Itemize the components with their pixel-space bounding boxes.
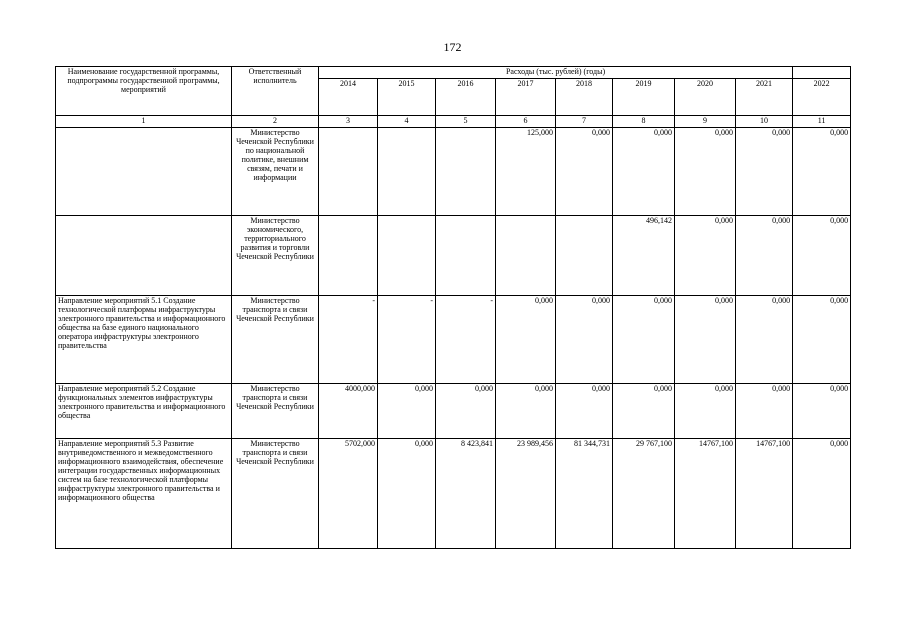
header-year: 2019: [613, 79, 675, 116]
value-cell: [496, 215, 556, 295]
value-cell: 0,000: [613, 127, 675, 215]
header-expenses: Расходы (тыс. рублей) (годы): [319, 67, 793, 79]
page-number: 172: [443, 40, 462, 54]
value-cell: 14767,100: [736, 438, 793, 548]
value-cell: 0,000: [675, 295, 736, 383]
value-cell: 0,000: [793, 383, 851, 438]
header-executor: Ответственный исполнитель: [232, 67, 319, 116]
value-cell: [378, 215, 436, 295]
value-cell: 0,000: [496, 383, 556, 438]
value-cell: 0,000: [675, 215, 736, 295]
header-expenses-extra: [793, 67, 851, 79]
header-year: 2022: [793, 79, 851, 116]
value-cell: 0,000: [556, 127, 613, 215]
program-name-cell: [56, 127, 232, 215]
value-cell: 4000,000: [319, 383, 378, 438]
value-cell: 125,000: [496, 127, 556, 215]
value-cell: -: [378, 295, 436, 383]
value-cell: 29 767,100: [613, 438, 675, 548]
value-cell: 0,000: [793, 438, 851, 548]
column-index: 9: [675, 116, 736, 128]
value-cell: 0,000: [793, 215, 851, 295]
value-cell: 496,142: [613, 215, 675, 295]
column-index: 10: [736, 116, 793, 128]
value-cell: 0,000: [378, 383, 436, 438]
column-index-row: [56, 116, 851, 128]
header-year: 2014: [319, 79, 378, 116]
column-index: 4: [378, 116, 436, 128]
program-name-cell: Направление мероприятий 5.3 Развитие внутриведомственного и межведомственного информационного взаимодействия, обеспечение интеграции государственных информационных систем на базе технологической платформы инфраструктуры электронного правительства и информационного общества: [56, 438, 232, 548]
value-cell: 23 989,456: [496, 438, 556, 548]
table-row: [56, 438, 851, 548]
value-cell: 14767,100: [675, 438, 736, 548]
executor-cell: Министерство транспорта и связи Чеченской Республики: [232, 438, 319, 548]
column-index: 8: [613, 116, 675, 128]
executor-cell: Министерство транспорта и связи Чеченской Республики: [232, 295, 319, 383]
table-row: [56, 383, 851, 438]
table-row: [56, 295, 851, 383]
value-cell: 5702,000: [319, 438, 378, 548]
executor-cell: Министерство Чеченской Республики по национальной политике, внешним связям, печати и информации: [232, 127, 319, 215]
header-year: 2017: [496, 79, 556, 116]
value-cell: 0,000: [556, 295, 613, 383]
value-cell: [319, 127, 378, 215]
value-cell: 0,000: [793, 127, 851, 215]
value-cell: 8 423,841: [436, 438, 496, 548]
column-index: 1: [56, 116, 232, 128]
value-cell: 0,000: [736, 215, 793, 295]
table-row: [56, 127, 851, 215]
value-cell: 0,000: [556, 383, 613, 438]
program-name-cell: Направление мероприятий 5.2 Создание функциональных элементов инфраструктуры электронного правительства и информационного общества: [56, 383, 232, 438]
value-cell: [319, 215, 378, 295]
value-cell: [436, 215, 496, 295]
column-index: 6: [496, 116, 556, 128]
program-name-cell: Направление мероприятий 5.1 Создание технологической платформы инфраструктуры электронного правительства и информационного общества на базе единого национального оператора инфраструктуры электронного правительства: [56, 295, 232, 383]
column-index: 2: [232, 116, 319, 128]
value-cell: 0,000: [613, 295, 675, 383]
header-row-top: [56, 67, 851, 79]
program-name-cell: [56, 215, 232, 295]
value-cell: [378, 127, 436, 215]
column-index: 7: [556, 116, 613, 128]
value-cell: 0,000: [436, 383, 496, 438]
value-cell: 0,000: [736, 295, 793, 383]
column-index: 11: [793, 116, 851, 128]
budget-table: [55, 66, 851, 549]
executor-cell: Министерство транспорта и связи Чеченской Республики: [232, 383, 319, 438]
value-cell: 0,000: [675, 383, 736, 438]
header-year: 2018: [556, 79, 613, 116]
value-cell: 0,000: [736, 383, 793, 438]
value-cell: -: [319, 295, 378, 383]
value-cell: 0,000: [793, 295, 851, 383]
value-cell: 81 344,731: [556, 438, 613, 548]
value-cell: -: [436, 295, 496, 383]
header-year: 2021: [736, 79, 793, 116]
value-cell: 0,000: [496, 295, 556, 383]
executor-cell: Министерство экономического, территориального развития и торговли Чеченской Республики: [232, 215, 319, 295]
value-cell: [556, 215, 613, 295]
header-year: 2015: [378, 79, 436, 116]
table-row: [56, 215, 851, 295]
value-cell: [436, 127, 496, 215]
column-index: 3: [319, 116, 378, 128]
value-cell: 0,000: [378, 438, 436, 548]
header-year: 2016: [436, 79, 496, 116]
value-cell: 0,000: [736, 127, 793, 215]
value-cell: 0,000: [675, 127, 736, 215]
value-cell: 0,000: [613, 383, 675, 438]
column-index: 5: [436, 116, 496, 128]
header-program-name: Наименование государственной программы, подпрограммы государственной программы, мероприятий: [56, 67, 232, 116]
header-year: 2020: [675, 79, 736, 116]
